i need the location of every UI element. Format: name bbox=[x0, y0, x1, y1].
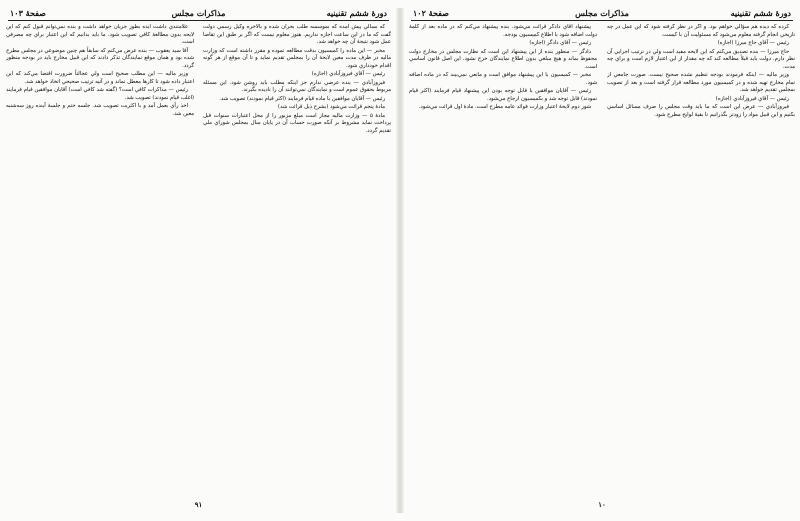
paragraph: علامتندي داشت ايده بطور جريان خواهد داشت و بنده نمي‌توانم قبول كنم كه اين لايحه بدون مطالعهٔ كافي تصويب شود. ما بايد بدانيم كه اين اعتبار براي چه مصرفي است. bbox=[6, 24, 194, 45]
paragraph: وزير ماليه — اين مطلب صحيح است ولي عجالتاً ضرورت اقتضا مي‌كند كه اين اعتبار داده شود تا كارها معطل نماند و در آتيه ترتيب صحيحي اتخاذ خواهد شد. bbox=[6, 71, 194, 85]
right-folio-number: ۱۰ bbox=[598, 500, 606, 509]
paragraph: پيشنهاد آقاي دادگر قرائت مي‌شود. بنده پيشنهاد مي‌كنم كه در ماده بعد از كلمهٔ دولت اضافه شود با اطلاع كميسيون بودجه. bbox=[409, 24, 597, 38]
left-header-title: مذاکرات مجلس bbox=[171, 8, 226, 18]
left-header-page-number: صفحهٔ ۱۰۳ bbox=[10, 8, 46, 18]
left-header-session: دورهٔ ششم تقنینیه bbox=[326, 8, 387, 18]
right-page-header bbox=[409, 6, 795, 20]
paragraph: اخذ رأي بعمل آمد و با اكثريت تصويب شد. جلسه ختم و جلسهٔ آينده روز سه‌شنبه معين شد. bbox=[6, 103, 194, 117]
paragraph: مادهٔ پنجم قرائت مي‌شود (بشرح ذيل قرائت شد) bbox=[277, 104, 385, 110]
paragraph: كه بسالي پيش آمده كه بموسسه طلب بحران شده و بالاخره وكيل رسمي دولت گفت كه ما در اين ساعت اجازه نداريم. هنوز معلوم نيست كه اگر بر طبق اين تقاضا عمل شود نتيجهٔ آن چه خواهد شد. bbox=[203, 24, 391, 45]
left-page bbox=[6, 6, 391, 511]
paragraph: مادهٔ ۵ — وزارت ماليه مجاز است مبلغ مزبور را از محل اعتبارات سنوات قبل پرداخت نمايد مشروط بر آنكه صورت حساب آن در پايان سال بمجلس شوراي ملي تقديم گردد. bbox=[203, 112, 391, 134]
paragraph: رئيس — آقاي دادگر (اجازه) bbox=[529, 40, 591, 46]
paragraph: رئيس — آقاي فيروزآبادي (اجازه) bbox=[715, 95, 789, 102]
right-header-page-number: صفحهٔ ۱۰۲ bbox=[413, 8, 449, 18]
left-page-column-left bbox=[6, 24, 194, 492]
paragraph: رئيس — آقاي حاج ميرزا (اجازه) bbox=[717, 40, 789, 46]
left-page-header bbox=[6, 6, 391, 20]
paragraph: حاج ميرزا — بنده تصديق مي‌كنم كه اين لايحه مفيد است ولي در ترتيب اجرايي آن نظر دارم. دولت بايد قبلاً مطالعه كند كه چه مقدار از اين اعتبار لازم است و براي چه مدت. bbox=[607, 48, 795, 70]
paragraph: كرده كه ديده هم سؤالي خواهم بود. و اگر در نظر گرفته شود كه اين عمل در چه تاريخي انجام گرفته معلوم مي‌شود كه مسئوليت آن با كيست. bbox=[607, 24, 795, 38]
paragraph: دادگر — منظور بنده از اين پيشنهاد اين است كه نظارت مجلس در مخارج دولت محفوظ بماند و هيچ مبلغي بدون اطلاع نمايندگان خرج نشود. اين اصل قانون اساسي است. bbox=[409, 48, 597, 70]
paragraph: آقا سيد يعقوب — بنده عرض مي‌كنم كه سابقاً هم چنين موضوعي در مجلس مطرح شده بود و همان موقع نمايندگان تذكر دادند كه اين قبيل مخارج بايد در بودجه منظور گردد. bbox=[6, 47, 194, 69]
right-header-title: مذاکرات مجلس bbox=[575, 8, 629, 18]
paragraph: مخبر — اين ماده را كميسيون بدقت مطالعه نموده و مقرر داشته است كه وزارت ماليه در ظرف مدت معين لايحهٔ آن را بمجلس تقديم نمايد و تا آن موقع از هر گونه اقدام خودداري شود. bbox=[203, 47, 391, 69]
paragraph: شور دوم لايحهٔ اعتبار وزارت فوائد عامه مطرح است. مادهٔ اول قرائت مي‌شود. bbox=[418, 104, 591, 110]
left-header-rule bbox=[8, 20, 389, 21]
right-page bbox=[409, 6, 795, 511]
paragraph: رئيس — آقايان موافقين با ماده قيام فرمايند (اكثر قيام نمودند) تصويب شد. bbox=[219, 95, 385, 102]
paragraph: فيروزآبادي — عرض اين است كه ما بايد وقت مجلس را صرف مسائل اساسي بكنيم و اين قبيل مواد را زودتر بگذرانيم تا بقيهٔ لوايح مطرح شود. bbox=[607, 104, 795, 118]
left-page-column-right bbox=[203, 24, 391, 492]
left-folio-number: ۹۱ bbox=[194, 500, 203, 509]
paragraph: رئيس — مذاكرات كافي است؟ (گفته شد كافي است) آقايان موافقين قيام فرمايند (اغلب قيام نمودند) تصويب شد. bbox=[6, 87, 194, 101]
paragraph: رئيس — آقايان موافقين با قابل توجه بودن اين پيشنهاد قيام فرمايند (اكثر قيام نمودند) قابل توجه شد و بكميسيون ارجاع مي‌شود. bbox=[409, 88, 597, 102]
paragraph: رئيس — آقاي فيروزآبادي (اجازه) bbox=[311, 71, 385, 77]
right-header-rule bbox=[411, 20, 793, 21]
right-page-column-left bbox=[409, 24, 597, 492]
right-page-column-right bbox=[607, 24, 795, 492]
paragraph: مخبر — كميسيون با اين پيشنهاد موافق است و مانعي نمي‌بيند كه در ماده اضافه شود. bbox=[409, 72, 597, 86]
paragraph: فيروزآبادي — بنده عرضي ندارم جز اينكه مطلب بايد روشن شود. اين مسئله مربوط بحقوق عموم است و نمايندگان نمي‌توانند آن را ناديده بگيرند. bbox=[203, 79, 391, 93]
paragraph: وزير ماليه — اينكه فرمودند بودجه تنظيم نشده صحيح نيست. صورت جامعي از تمام مخارج تهيه شده و در كميسيون مورد مطالعه قرار گرفته است و بعد از تصويب بمجلس تقديم خواهد شد. bbox=[607, 72, 795, 93]
right-header-session: دورهٔ ششم تقنینیه bbox=[730, 8, 791, 18]
book-gutter bbox=[396, 8, 404, 513]
